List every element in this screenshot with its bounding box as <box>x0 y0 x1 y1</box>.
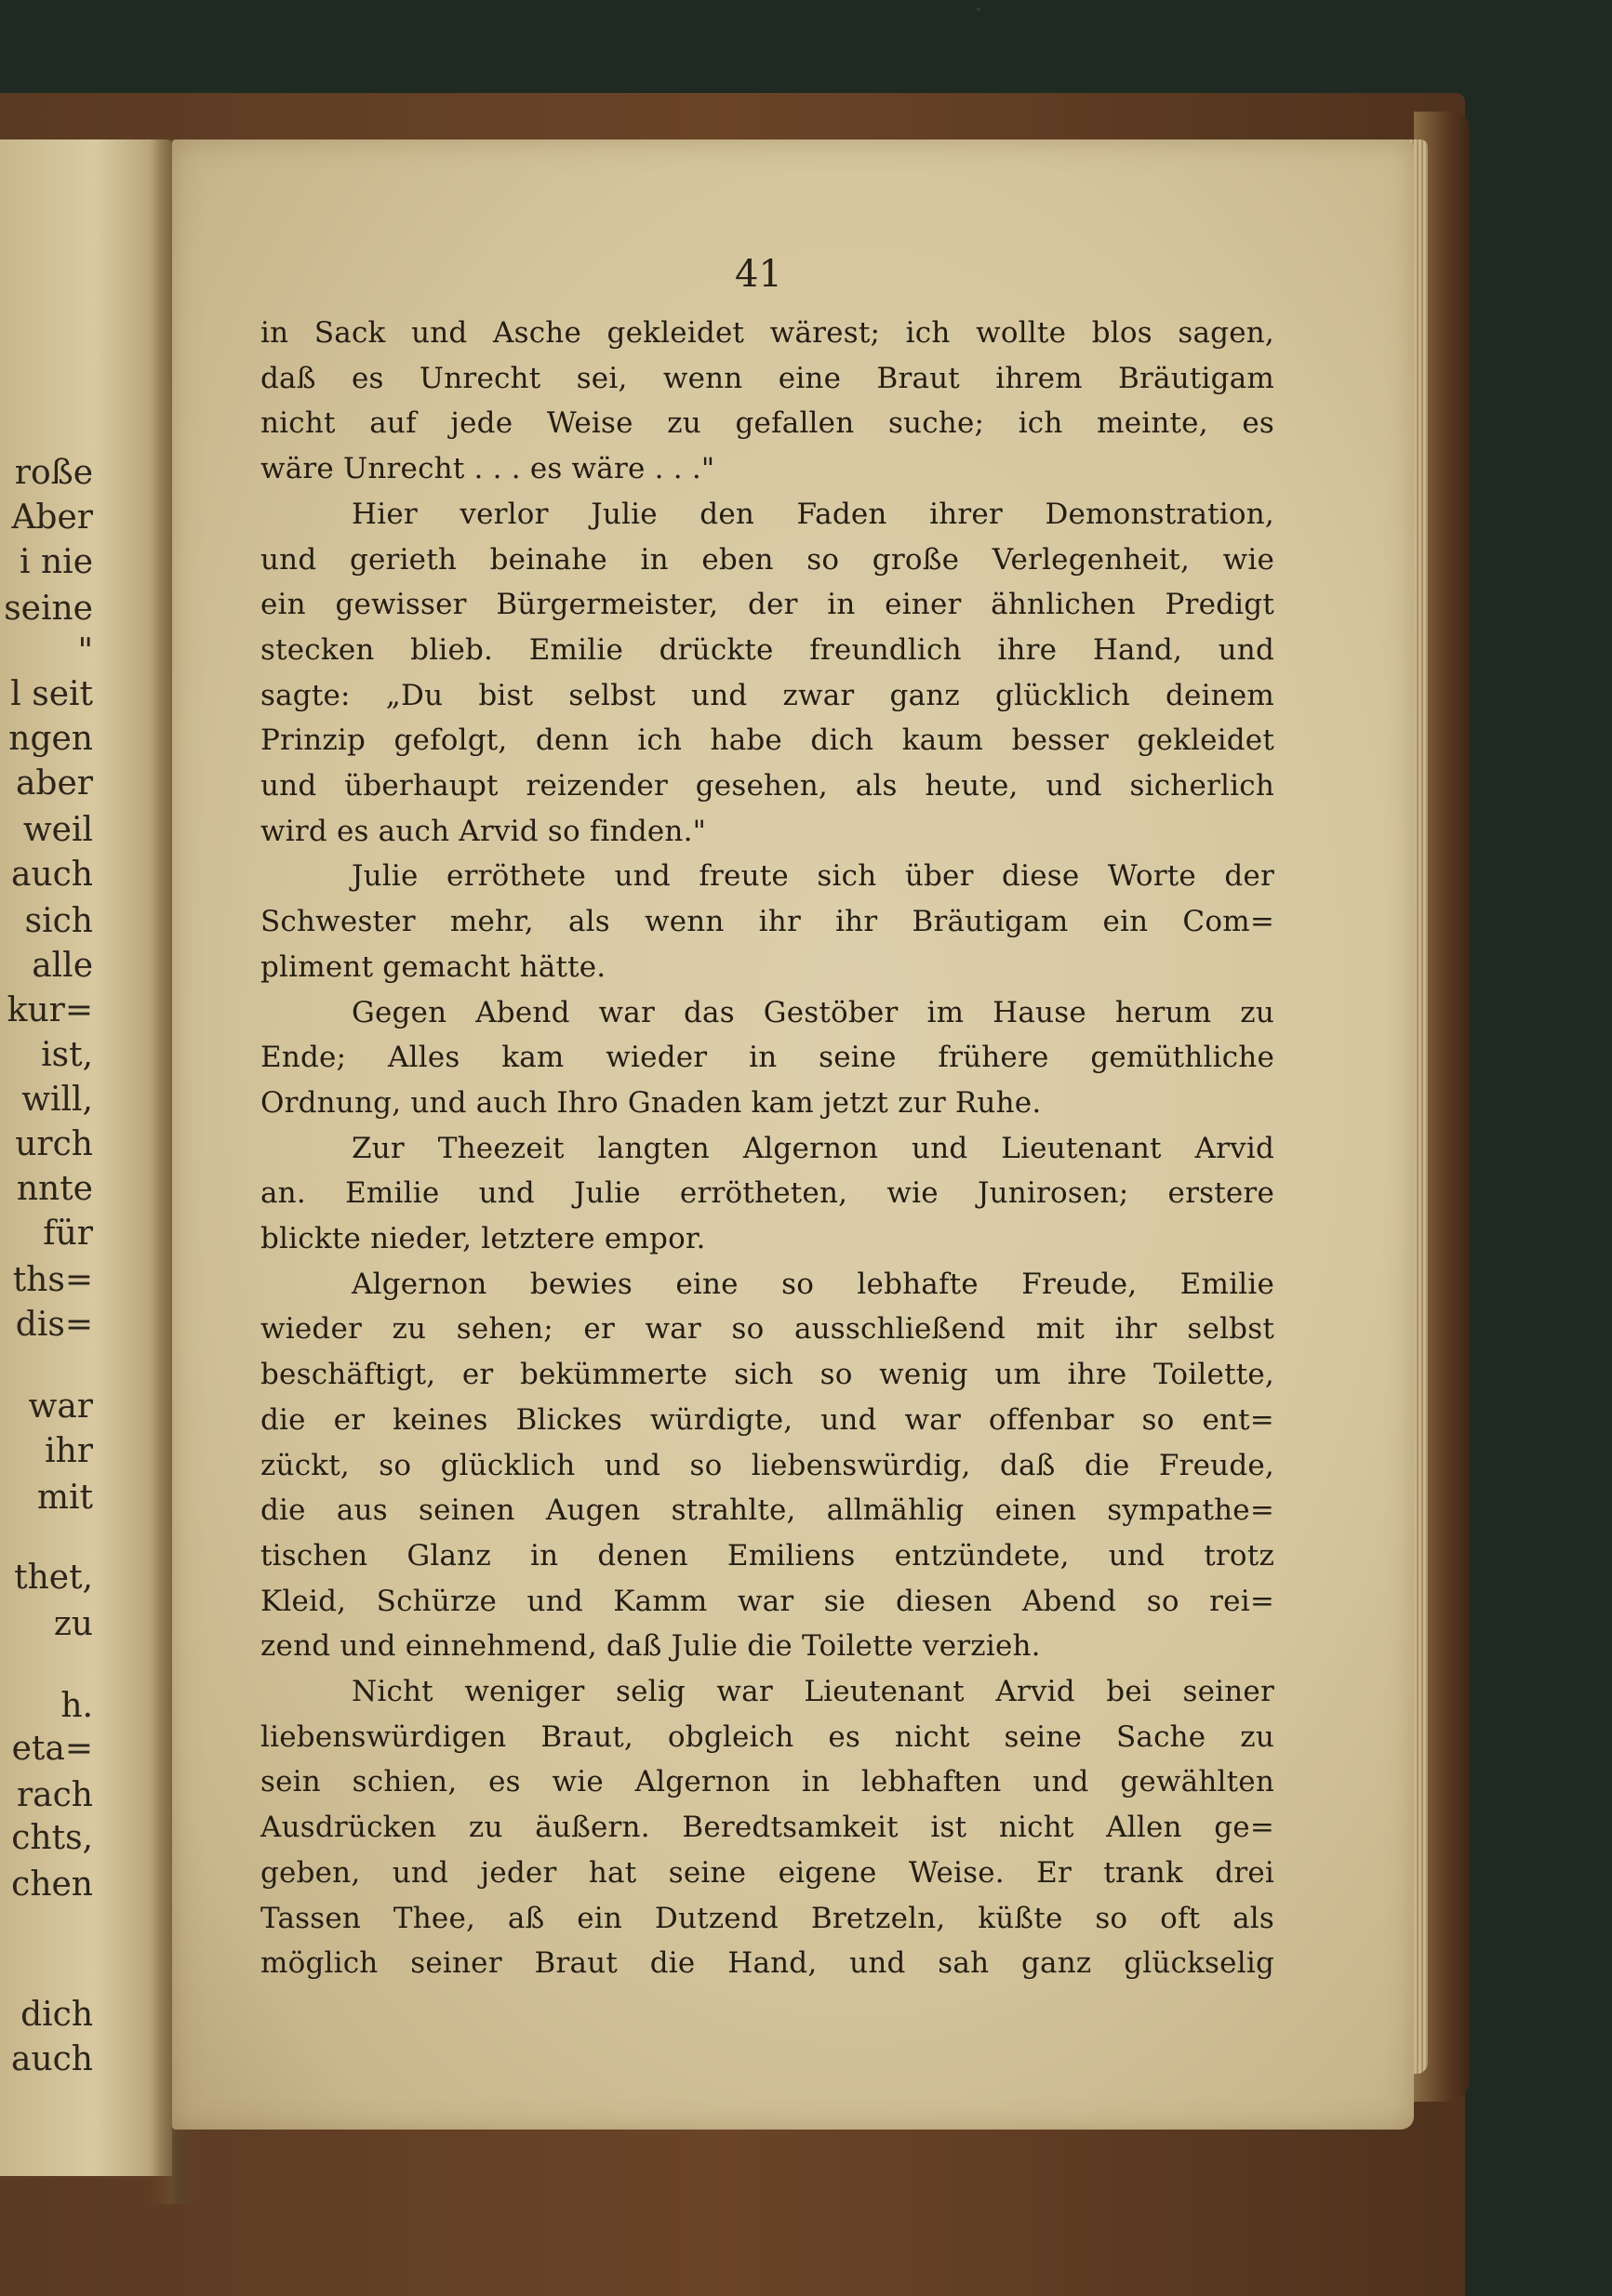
page-number: 41 <box>735 253 782 296</box>
left-page-fragment: seine <box>4 590 93 628</box>
text-line: ein gewisser Bürgermeister, der in einer ähnlichen Predigt <box>260 588 1274 621</box>
left-page-fragment: weil <box>22 811 93 849</box>
left-page-fragment: ngen <box>8 720 93 758</box>
text-line: und überhaupt reizender gesehen, als heute, und sicherlich <box>260 769 1274 803</box>
left-page-fragment: ihr <box>45 1432 93 1470</box>
left-page-fragment: i nie <box>20 543 93 581</box>
left-page-fragment: auch <box>11 2040 93 2078</box>
text-line: Kleid, Schürze und Kamm war sie diesen Abend so rei= <box>260 1585 1274 1618</box>
text-line: liebenswürdigen Braut, obgleich es nicht seine Sache zu <box>260 1720 1274 1754</box>
left-page-fragment: eta= <box>11 1730 93 1768</box>
text-line: sagte: „Du bist selbst und zwar ganz glücklich deinem <box>260 679 1274 712</box>
left-page-fragment: sich <box>24 902 93 940</box>
left-page-fragment: kur= <box>7 991 93 1029</box>
left-page-fragment: " <box>77 632 93 670</box>
text-line: tischen Glanz in denen Emiliens entzündete, und trotz <box>260 1539 1274 1573</box>
left-page-fragment: auch <box>11 856 93 894</box>
left-page-fragment: dich <box>20 1996 93 2034</box>
text-line: geben, und jeder hat seine eigene Weise. Er trank drei <box>260 1856 1274 1890</box>
left-page-fragment: für <box>43 1214 93 1253</box>
text-line: Nicht weniger selig war Lieutenant Arvid bei seiner <box>352 1675 1274 1708</box>
text-line: Schwester mehr, als wenn ihr ihr Bräutigam ein Com= <box>260 905 1274 938</box>
text-line: daß es Unrecht sei, wenn eine Braut ihrem Bräutigam <box>260 362 1274 395</box>
text-line: und gerieth beinahe in eben so große Verlegenheit, wie <box>260 543 1274 577</box>
left-page-fragment: Aber <box>11 498 93 537</box>
text-line: zückt, so glücklich und so liebenswürdig, daß die Freude, <box>260 1449 1274 1482</box>
left-page-fragment: war <box>28 1387 93 1426</box>
text-line: sein schien, es wie Algernon in lebhaften und gewählten <box>260 1765 1274 1798</box>
left-page-fragment: chen <box>11 1865 93 1904</box>
text-line: wird es auch Arvid so finden." <box>260 815 707 848</box>
left-page-fragment: ths= <box>12 1261 93 1299</box>
text-line: möglich seiner Braut die Hand, und sah ganz glückselig <box>260 1946 1274 1980</box>
text-line: nicht auf jede Weise zu gefallen suche; ich meinte, es <box>260 406 1274 440</box>
left-page-fragment: urch <box>15 1125 93 1163</box>
left-page-fragment: roße <box>14 454 93 492</box>
left-page-fragment: will, <box>21 1081 93 1119</box>
left-page-fragment: chts, <box>11 1819 93 1857</box>
text-line: Ordnung, und auch Ihro Gnaden kam jetzt zur Ruhe. <box>260 1086 1042 1120</box>
text-line: Zur Theezeit langten Algernon und Lieutenant Arvid <box>352 1132 1274 1165</box>
scan-speck <box>977 7 980 11</box>
text-line: Prinzip gefolgt, denn ich habe dich kaum besser gekleidet <box>260 723 1274 757</box>
text-line: zend und einnehmend, daß Julie die Toilette verzieh. <box>260 1629 1041 1663</box>
text-line: blickte nieder, letztere empor. <box>260 1222 706 1255</box>
text-line: an. Emilie und Julie errötheten, wie Junirosen; erstere <box>260 1176 1274 1210</box>
left-page-fragment: thet, <box>14 1559 93 1597</box>
left-page-fragment: rach <box>16 1776 93 1814</box>
text-line: wäre Unrecht . . . es wäre . . ." <box>260 452 715 485</box>
left-page-fragment: dis= <box>15 1306 93 1344</box>
left-page-fragment: h. <box>60 1687 93 1725</box>
text-line: Julie erröthete und freute sich über diese Worte der <box>352 859 1274 893</box>
left-page-fragment: zu <box>53 1605 93 1643</box>
text-line: Tassen Thee, aß ein Dutzend Bretzeln, küßte so oft als <box>260 1902 1274 1935</box>
text-line: die aus seinen Augen strahlte, allmählig einen sympathe= <box>260 1493 1274 1527</box>
text-line: stecken blieb. Emilie drückte freundlich ihre Hand, und <box>260 633 1274 667</box>
text-line: wieder zu sehen; er war so ausschließend mit ihr selbst <box>260 1312 1274 1346</box>
left-page-fragment: ist, <box>41 1036 93 1074</box>
left-page-fragment: aber <box>15 764 93 803</box>
left-page-fragment: mit <box>36 1479 93 1517</box>
text-line: in Sack und Asche gekleidet wärest; ich wollte blos sagen, <box>260 316 1274 350</box>
text-line: Hier verlor Julie den Faden ihrer Demonstration, <box>352 498 1274 531</box>
left-page-fragment: nnte <box>16 1170 93 1208</box>
left-page <box>0 139 172 2176</box>
text-line: Gegen Abend war das Gestöber im Hause herum zu <box>352 996 1274 1029</box>
text-line: Ausdrücken zu äußern. Beredtsamkeit ist nicht Allen ge= <box>260 1811 1274 1844</box>
text-line: pliment gemacht hätte. <box>260 950 606 984</box>
text-line: beschäftigt, er bekümmerte sich so wenig um ihre Toilette, <box>260 1358 1274 1391</box>
text-line: Algernon bewies eine so lebhafte Freude, Emilie <box>352 1267 1274 1301</box>
text-line: die er keines Blickes würdigte, und war offenbar so ent= <box>260 1403 1274 1437</box>
left-page-fragment: l seit <box>10 675 93 713</box>
left-page-fragment: alle <box>32 947 93 985</box>
text-line: Ende; Alles kam wieder in seine frühere gemüthliche <box>260 1041 1274 1074</box>
